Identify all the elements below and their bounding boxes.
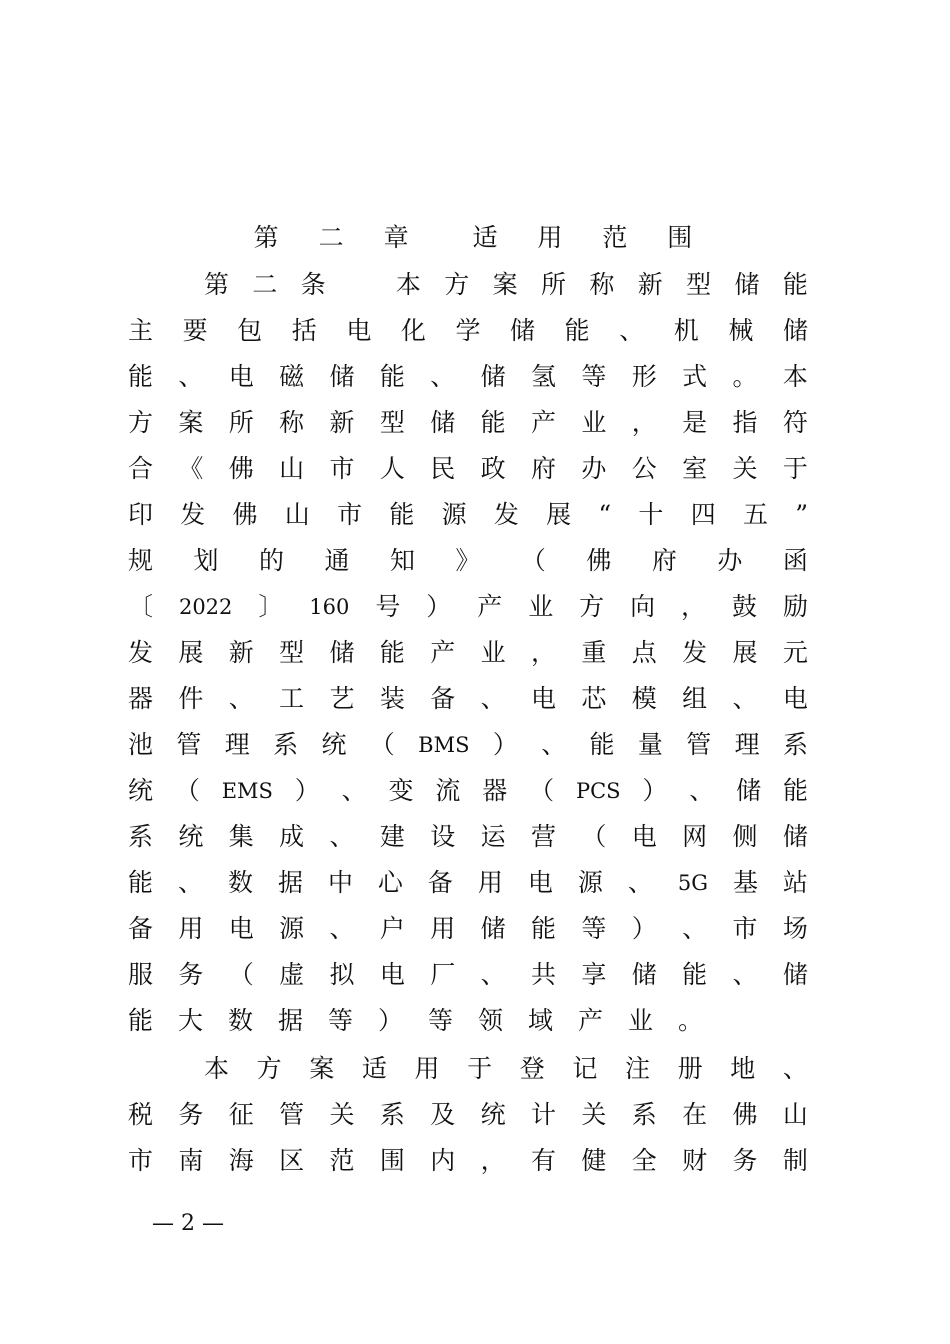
- text-line: 池 管 理 系 统 （ BMS ） 、 能 量 管 理 系: [128, 730, 808, 759]
- text-line: 合 《 佛 山 市 人 民 政 府 办 公 室 关 于: [128, 454, 808, 483]
- text-line: 印 发 佛 山 市 能 源 发 展 “ 十 四 五 ”: [128, 500, 808, 529]
- text-line: 税 务 征 管 关 系 及 统 计 关 系 在 佛 山: [128, 1100, 808, 1129]
- text-line: 能大数据等）等领域产业。: [128, 1006, 729, 1035]
- text-line: 市 南 海 区 范 围 内 ， 有 健 全 财 务 制: [128, 1146, 808, 1175]
- text-line: 器 件 、 工 艺 装 备 、 电 芯 模 组 、 电: [128, 684, 808, 713]
- text-line: 第 二 条 本 方 案 所 称 新 型 储 能: [204, 270, 808, 299]
- page-number: — 2 —: [152, 1211, 224, 1236]
- text-line: 发 展 新 型 储 能 产 业 ， 重 点 发 展 元: [128, 638, 808, 667]
- text-line: 本 方 案 适 用 于 登 记 注 册 地 、: [204, 1054, 808, 1083]
- text-line: 主 要 包 括 电 化 学 储 能 、 机 械 储: [128, 316, 808, 345]
- text-line: 〔 2022 〕 160 号 ） 产 业 方 向 ， 鼓 励: [128, 592, 808, 621]
- text-line: 系 统 集 成 、 建 设 运 营 （ 电 网 侧 储: [128, 822, 808, 851]
- text-line: 能 、 电 磁 储 能 、 储 氢 等 形 式 。 本: [128, 362, 808, 391]
- text-line: 统 （ EMS ） 、 变 流 器 （ PCS ） 、 储 能: [128, 776, 808, 805]
- text-line: 规 划 的 通 知 》 （ 佛 府 办 函: [128, 546, 808, 575]
- text-line: 方 案 所 称 新 型 储 能 产 业 ， 是 指 符: [128, 408, 808, 437]
- text-line: 能 、 数 据 中 心 备 用 电 源 、 5G 基 站: [128, 868, 808, 897]
- text-line: 服 务 （ 虚 拟 电 厂 、 共 享 储 能 、 储: [128, 960, 808, 989]
- text-line: 备 用 电 源 、 户 用 储 能 等 ） 、 市 场: [128, 914, 808, 943]
- chapter-title: 第 二 章 适 用 范 围: [253, 223, 709, 252]
